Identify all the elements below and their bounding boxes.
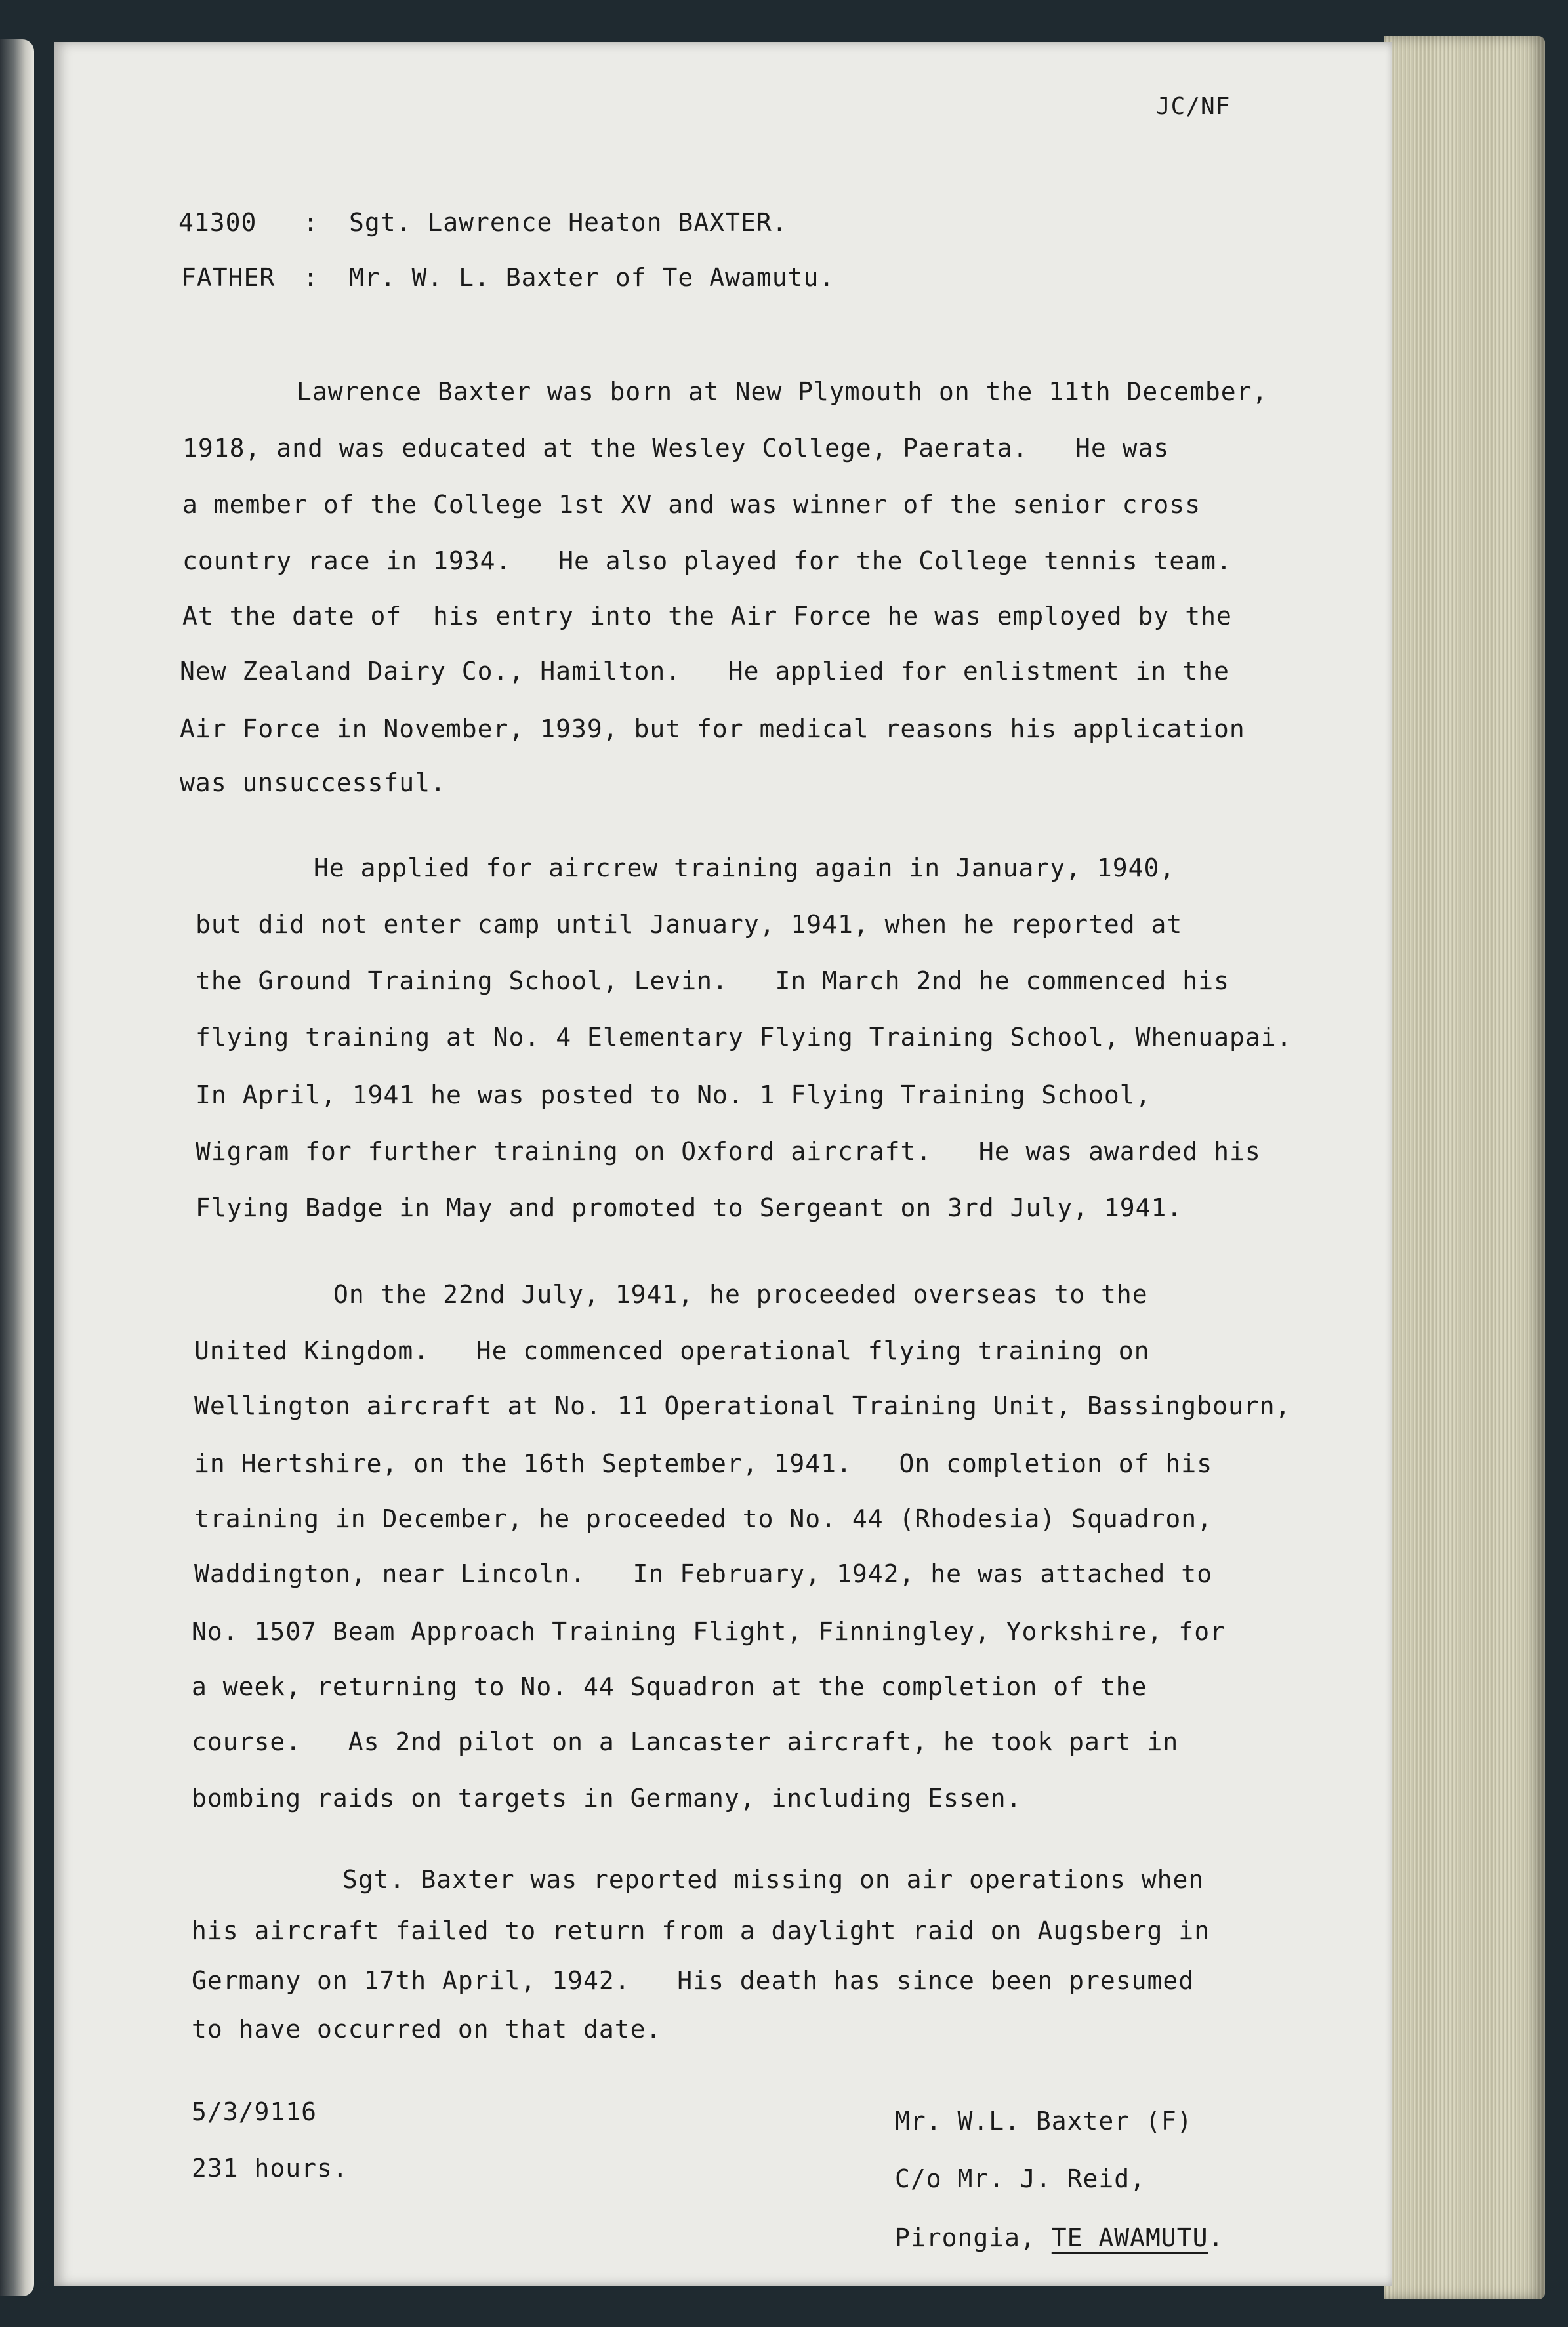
body-line: training in December, he proceeded to No. 44 (Rhodesia) Squadron,: [194, 1504, 1213, 1533]
address-town: Pirongia,: [895, 2223, 1052, 2252]
header-colon-2: :: [303, 263, 319, 292]
body-line: He applied for aircrew training again in January, 1940,: [314, 854, 1176, 882]
file-reference: 5/3/9116: [192, 2097, 318, 2126]
father-label: FATHER: [181, 263, 276, 292]
subject-name: Sgt. Lawrence Heaton BAXTER.: [349, 208, 788, 237]
body-line: to have occurred on that date.: [192, 2015, 662, 2044]
body-line: Wellington aircraft at No. 11 Operational Training Unit, Bassingbourn,: [194, 1391, 1291, 1420]
body-line: in Hertshire, on the 16th September, 1941. On completion of his: [194, 1449, 1213, 1478]
body-line: No. 1507 Beam Approach Training Flight, Finningley, Yorkshire, for: [192, 1617, 1226, 1646]
body-line: his aircraft failed to return from a daylight raid on Augsberg in: [192, 1916, 1210, 1945]
hours-total: 231 hours.: [192, 2154, 348, 2183]
book-binding-left: [0, 39, 34, 2296]
body-line: country race in 1934. He also played for the College tennis team.: [182, 546, 1232, 575]
body-line: the Ground Training School, Levin. In March 2nd he commenced his: [196, 966, 1229, 995]
address-line-3: [895, 2225, 1224, 2250]
body-line: 1918, and was educated at the Wesley College, Paerata. He was: [182, 434, 1170, 463]
book-page-edges: [1384, 36, 1545, 2299]
address-district-underlined: TE AWAMUTU: [1051, 2223, 1208, 2252]
body-line: a week, returning to No. 44 Squadron at the completion of the: [192, 1672, 1147, 1701]
address-line-2: C/o Mr. J. Reid,: [895, 2164, 1146, 2193]
body-line: New Zealand Dairy Co., Hamilton. He applied for enlistment in the: [180, 657, 1229, 686]
body-line: a member of the College 1st XV and was winner of the senior cross: [182, 490, 1201, 519]
header-colon-1: :: [303, 208, 319, 237]
father-value: Mr. W. L. Baxter of Te Awamutu.: [349, 263, 835, 292]
body-line: At the date of his entry into the Air Force he was employed by the: [182, 602, 1232, 630]
body-line: was unsuccessful.: [180, 768, 446, 797]
body-line: Sgt. Baxter was reported missing on air operations when: [342, 1865, 1205, 1894]
body-line: Wigram for further training on Oxford aircraft. He was awarded his: [196, 1137, 1261, 1166]
body-line: Lawrence Baxter was born at New Plymouth on the 11th December,: [297, 377, 1268, 406]
reference-code: JC/NF: [1156, 93, 1231, 120]
body-line: course. As 2nd pilot on a Lancaster aircraft, he took part in: [192, 1727, 1179, 1756]
body-line: Flying Badge in May and promoted to Sergeant on 3rd July, 1941.: [196, 1193, 1183, 1222]
body-line: but did not enter camp until January, 1941, when he reported at: [196, 910, 1183, 939]
body-line: United Kingdom. He commenced operational flying training on: [194, 1336, 1150, 1365]
body-line: On the 22nd July, 1941, he proceeded overseas to the: [333, 1280, 1148, 1309]
address-line-1: Mr. W.L. Baxter (F): [895, 2107, 1193, 2135]
body-line: flying training at No. 4 Elementary Flying Training School, Whenuapai.: [196, 1023, 1292, 1052]
body-line: bombing raids on targets in Germany, including Essen.: [192, 1784, 1022, 1813]
service-number: 41300: [178, 208, 257, 237]
body-line: In April, 1941 he was posted to No. 1 Flying Training School,: [196, 1081, 1151, 1109]
body-line: Air Force in November, 1939, but for medical reasons his application: [180, 714, 1245, 743]
body-line: Germany on 17th April, 1942. His death has since been presumed: [192, 1966, 1195, 1995]
address-end-period: .: [1208, 2223, 1224, 2252]
body-line: Waddington, near Lincoln. In February, 1942, he was attached to: [194, 1559, 1213, 1588]
